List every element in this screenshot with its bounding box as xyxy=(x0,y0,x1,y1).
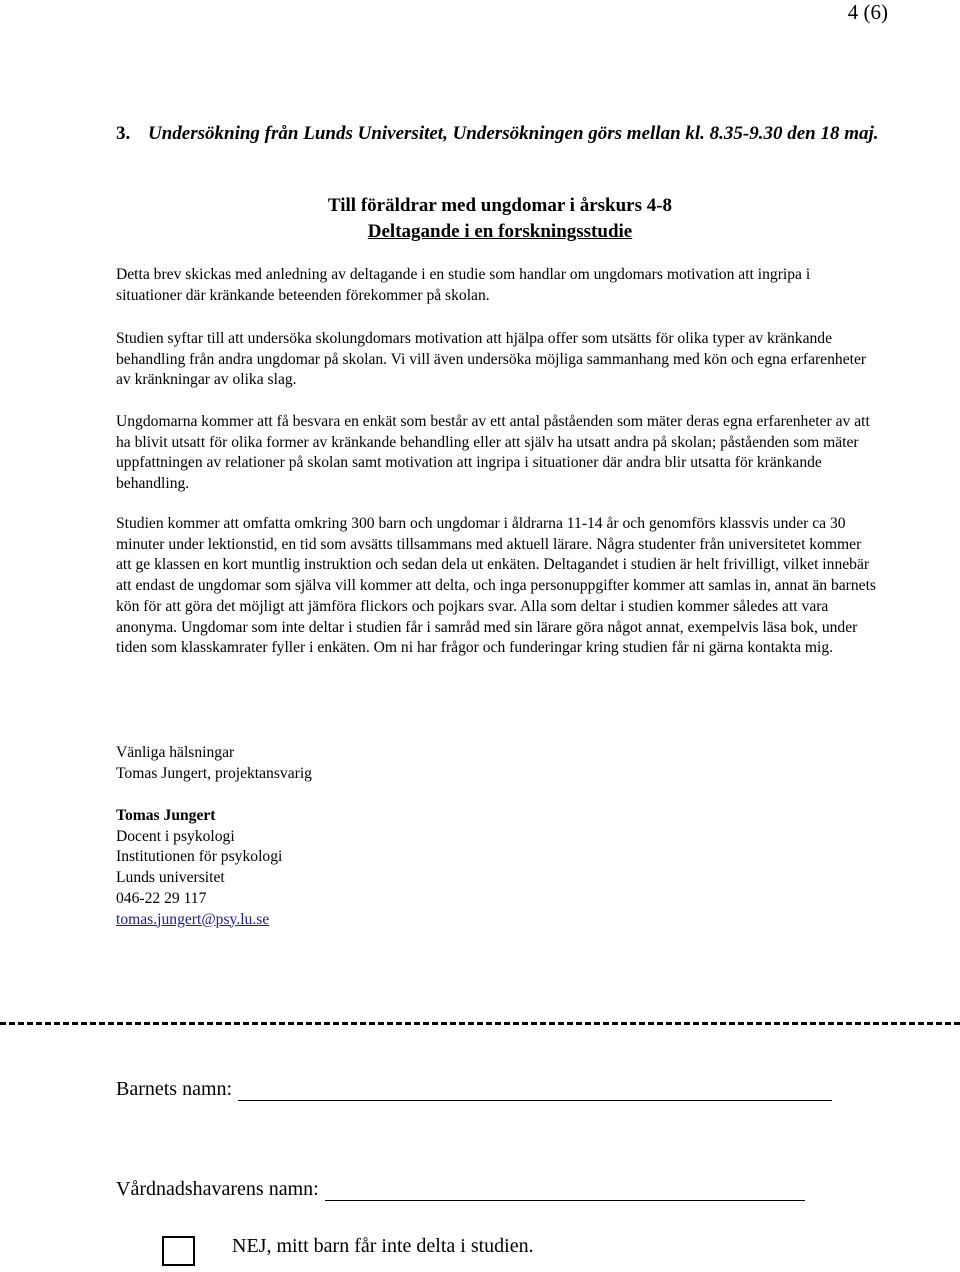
child-name-row xyxy=(116,1077,832,1101)
optout-label: NEJ, mitt barn får inte delta i studien. xyxy=(232,1235,534,1257)
contact-title: Docent i psykologi xyxy=(116,827,235,845)
contact-block xyxy=(116,806,616,930)
guardian-name-label: Vårdnadshavarens namn: xyxy=(116,1178,319,1200)
letter-subtitle: Deltagande i en forskningsstudie xyxy=(367,221,633,242)
contact-university: Lunds universitet xyxy=(116,869,225,887)
body-paragraph: Ungdomarna kommer att få besvara en enkät som består av ett antal påståenden som mäter deras egna erfarenheter av att ha blivit utsatt för olika former av kränkande behandling eller att själv ha utsatt andra på skolan; påståenden som mäter uppfattningen av relationer på skolan samt motivation att ingripa i situationer där andra blir utsatta för kränkande behandling. xyxy=(116,413,870,493)
contact-department: Institutionen för psykologi xyxy=(116,848,283,866)
body-paragraph: Detta brev skickas med anledning av deltagande i en studie som handlar om ungdomars motivation att ingripa i situationer där kränkande beteenden förekommer på skolan. xyxy=(116,266,811,304)
section-number: 3. xyxy=(116,123,131,144)
closing-block xyxy=(116,743,616,784)
cut-here-divider xyxy=(0,1022,960,1025)
letter-title: Till föräldrar med ungdomar i årskurs 4-8 xyxy=(327,195,673,216)
contact-phone: 046-22 29 117 xyxy=(116,889,207,907)
child-name-field[interactable] xyxy=(238,1082,832,1101)
guardian-name-field[interactable] xyxy=(325,1182,805,1201)
optout-checkbox[interactable] xyxy=(162,1236,195,1266)
closing-greeting: Vänliga hälsningar xyxy=(116,744,235,761)
section-heading-text: Undersökning från Lunds Universitet, Undersökningen görs mellan kl. 8.35-9.30 den 18 maj. xyxy=(148,123,879,144)
guardian-name-row xyxy=(116,1177,805,1201)
page-number: 4 (6) xyxy=(847,0,888,24)
closing-signature: Tomas Jungert, projektansvarig xyxy=(116,764,312,782)
body-paragraph: Studien kommer att omfatta omkring 300 barn och ungdomar i åldrarna 11-14 år och genomförs klassvis under ca 30 minuter under lektionstid, en tid som avsätts tillsammans med aktuell lärare. Några studenter från universitetet kommer att ge klassen en kort muntlig instruktion och sedan dela ut enkäten. Deltagandet i studien är helt frivilligt, vilket innebär att endast de ungdomar som själva vill kommer att delta, och inga personuppgifter kommer att samlas in, annat än barnets kön för att göra det möjligt att jämföra flickors och pojkars svar. Alla som deltar i studien kommer således att vara anonyma. Ungdomar som inte deltar i studien får i samråd med sin lärare göra något annat, exempelvis läsa bok, under tiden som klasskamrater fyller i enkäten. Om ni har frågor och funderingar kring studien får ni gärna kontakta mig. xyxy=(116,515,876,657)
section-heading xyxy=(116,122,896,146)
contact-name: Tomas Jungert xyxy=(116,807,216,824)
child-name-label: Barnets namn: xyxy=(116,1078,233,1100)
body-paragraph: Studien syftar till att undersöka skolungdomars motivation att hjälpa offer som utsätts för olika typer av kränkande behandling från andra ungdomar på skolan. Vi vill även undersöka möjliga sammanhang med kön och egna erfarenheter av kränkningar av olika slag. xyxy=(116,330,867,389)
contact-email-link[interactable]: tomas.jungert@psy.lu.se xyxy=(116,910,270,928)
